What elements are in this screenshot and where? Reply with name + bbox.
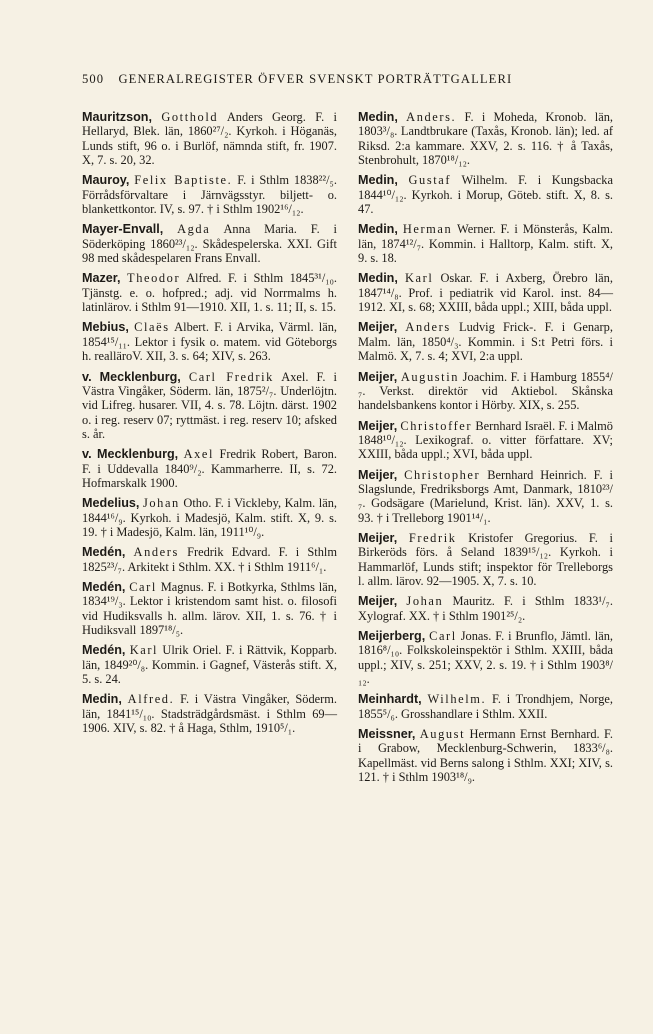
register-entry xyxy=(82,320,337,363)
entry-text: Albert. F. i Arvika, Värml. län, 1854¹⁵/₁₁. Lektor i fysik o. matem. vid Göteborgs h. realläroV. XII, 3. s. 64; XIV, s. 263. xyxy=(82,320,337,364)
entry-surname: Mayer-Envall, xyxy=(82,222,164,237)
page-number: 500 xyxy=(82,72,105,86)
entry-given-name: Axel xyxy=(183,447,215,462)
entry-given-name: Johan xyxy=(406,594,444,609)
entry-text: Magnus. F. i Botkyrka, Sthlms län, 1834¹⁹/₃. Lektor i kristendom samt hist. o. filosofi vid Hudiksvalls h. allm. lärov. XII, 1. s. 76. † i Hudiksvall 1897¹⁸/₅. xyxy=(82,579,337,637)
entry-text: Mauritz. F. i Sthlm 1833¹/₇. Xylograf. XX. † i Sthlm 1901²⁵/₂. xyxy=(358,594,613,623)
entry-surname: Meijerberg, xyxy=(358,629,426,643)
register-entry xyxy=(82,580,337,637)
entry-text: Anders Georg. F. i Hellaryd, Blek. län, 1860²⁷/₂. Kyrkoh. i Höganäs, Lunds stift, 96 o. i Burlöf, nämnda stift, fr. 1907. X, 7. s. 20, 32. xyxy=(82,110,337,168)
entry-given-name: Fredrik xyxy=(408,530,457,545)
entry-given-name: Carl xyxy=(429,629,457,643)
entry-text: Fredrik Robert, Baron. F. i Uddevalla 1840⁹/₂. Kammarherre. II, s. 72. Hofmarskalk 1900. xyxy=(82,447,337,490)
entry-text: Oskar. F. i Axberg, Örebro län, 1847¹⁴/₈. Prof. i pediatrik vid Karol. inst. 84—1912. XI, s. 68; XXIII, båda uppl.; XIII, båda uppl. xyxy=(358,271,613,315)
register-entry xyxy=(82,692,337,735)
entry-text: Bernhard Israël. F. i Malmö 1848¹⁰/₁₂. Lexikograf. o. vitter författare. XV; XXIII, båda uppl.; XVI, båda uppl. xyxy=(358,418,613,462)
entry-given-name: Agda xyxy=(177,222,211,237)
entry-text: F. i Trondhjem, Norge, 1855⁵/₆. Grosshandlare i Sthlm. XXII. xyxy=(358,692,613,721)
entry-text: Ulrik Oriel. F. i Rättvik, Kopparb. län, 1849²⁰/₈. Kommin. i Gagnef, Västerås stift. X, 5. s. 24. xyxy=(82,643,338,687)
entry-text: Joachim. F. i Hamburg 1855⁴/₇. Verkst. direktör vid Aktiebol. Skånska handelsbankens kontor i Hörby. XIX, s. 255. xyxy=(358,369,613,413)
register-entry xyxy=(82,447,337,490)
entry-surname: Medelius, xyxy=(82,496,140,511)
entry-surname: Mecklenburg, xyxy=(96,447,179,462)
register-entry xyxy=(82,370,337,442)
entry-text: Kristofer Gregorius. F. i Birkeröds förs. å Seland 1839¹⁵/₁₂. Kyrkoh. i Hammarlöf, Lunds stift; inspektor för Trelleborgs l. allm. lärov. 92—1905. X, 7. s. 10. xyxy=(358,530,613,588)
entry-text: Anna Maria. F. i Söderköping 1860²³/₁₂. Skådespelerska. XXI. Gift 98 med skådespelaren Frans Envall. xyxy=(82,222,337,266)
entry-surname: Meijer, xyxy=(358,530,398,545)
entry-surname: Meijer, xyxy=(358,467,398,482)
entry-surname: Medén, xyxy=(82,579,126,594)
register-entry xyxy=(82,496,337,539)
register-entry xyxy=(358,692,613,721)
entry-given-name: Christopher xyxy=(404,467,481,482)
entry-text: Ludvig Frick-. F. i Genarp, Malm. län, 1850⁴/₃. Kommin. i S:t Petri förs. i Malmö. X, 7. s. 4; XVI, 2:a uppl. xyxy=(358,320,613,364)
entry-given-name: Gotthold xyxy=(161,110,219,124)
entry-text: F. i Moheda, Kronob. län, 1803³/₈. Landtbrukare (Taxås, Kronob. län); led. af Riksd. 2:a kammare. XXV, 2. s. 116. † å Taxås, Stenbrohult, 1870¹⁸/₁₂. xyxy=(358,110,613,168)
entry-surname: Meijer, xyxy=(358,320,398,335)
right-column xyxy=(358,110,613,790)
register-entry xyxy=(358,531,613,588)
entry-given-name: Karl xyxy=(404,271,434,286)
entry-surname: Mauroy, xyxy=(82,173,130,188)
entry-text: F. i Sthlm 1838²²/₅. Förrådsförvaltare i Järnvägsstyr. biljett- o. blankettkontor. IV, s. 97. † i Sthlm 1902¹⁶/₁₂. xyxy=(82,173,337,217)
entry-prefix: v. xyxy=(82,447,92,462)
entry-surname: Meijer, xyxy=(358,418,398,433)
entry-given-name: Theodor xyxy=(127,271,181,286)
entry-text: Jonas. F. i Brunflo, Jämtl. län, 1816⁸/₁₀. Folkskoleinspektör i Sthlm. XXIII, båda uppl.; XIV, s. 251; XXV, 2. s. 19. † i Sthlm 1903⁸/₁₂. xyxy=(358,629,613,687)
register-entry xyxy=(82,173,337,216)
register-entry xyxy=(358,173,613,216)
entry-surname: Meissner, xyxy=(358,727,416,742)
entry-given-name: Karl xyxy=(129,643,159,658)
entry-surname: Medin, xyxy=(82,692,122,707)
entry-given-name: August xyxy=(419,727,466,742)
entry-text: Otho. F. i Vickleby, Kalm. län, 1844¹⁶/₉. Kyrkoh. i Madesjö, Kalm. stift. X, 9. s. 19. † i Madesjö, Kalm. län, 1911¹⁰/₉. xyxy=(82,496,337,539)
register-entry xyxy=(358,727,613,784)
entry-text: Werner. F. i Mönsterås, Kalm. län, 1874¹²/₇. Kommin. i Halltorp, Kalm. stift. X, 9. s. 18. xyxy=(358,222,613,266)
register-entry xyxy=(358,419,613,462)
register-entry xyxy=(358,271,613,314)
register-entry xyxy=(358,629,613,686)
register-entry xyxy=(358,594,613,623)
register-entry xyxy=(358,370,613,413)
entry-surname: Meinhardt, xyxy=(358,692,422,707)
entry-prefix: v. xyxy=(82,369,92,384)
register-entry xyxy=(82,222,337,265)
register-entry xyxy=(82,643,337,686)
entry-surname: Medén, xyxy=(82,643,126,658)
entry-surname: Medén, xyxy=(82,545,126,560)
entry-surname: Medin, xyxy=(358,222,398,237)
entry-given-name: Anders xyxy=(405,320,451,335)
entry-given-name: Carl Fredrik xyxy=(188,369,274,384)
entry-surname: Mazer, xyxy=(82,271,121,286)
entry-surname: Mauritzson, xyxy=(82,110,152,124)
entry-given-name: Anders xyxy=(133,545,179,560)
entry-text: Hermann Ernst Bernhard. F. i Grabow, Mecklenburg-Schwerin, 1833⁶/₈. Kapellmäst. vid Berns salong i Sthlm. XXI; XIV, s. 121. † i Sthlm 1903¹⁸/₉. xyxy=(358,727,613,785)
entry-given-name: Claës xyxy=(134,320,170,335)
register-entry xyxy=(82,545,337,574)
entry-surname: Mebius, xyxy=(82,320,129,335)
entry-given-name: Carl xyxy=(129,579,157,594)
entry-surname: Medin, xyxy=(358,110,398,124)
entry-given-name: Gustaf xyxy=(408,173,452,188)
register-entry xyxy=(358,468,613,525)
entry-text: Wilhelm. F. i Kungsbacka 1844¹⁰/₁₂. Kyrkoh. i Morup, Göteb. stift. X, 8. s. 47. xyxy=(358,173,613,217)
entry-given-name: Anders. xyxy=(406,110,457,124)
register-entry xyxy=(82,271,337,314)
entry-given-name: Felix Baptiste. xyxy=(134,173,233,188)
entry-surname: Medin, xyxy=(358,173,398,188)
entry-text: Fredrik Edvard. F. i Sthlm 1825²³/₇. Arkitekt i Sthlm. XX. † i Sthlm 1911⁶/₁. xyxy=(82,545,337,574)
register-entry xyxy=(358,222,613,265)
entry-given-name: Johan xyxy=(142,496,180,511)
entry-text: Alfred. F. i Sthlm 1845³¹/₁₀. Tjänstg. e. o. hofpred.; adj. vid Norrmalms h. latinlärov. i Sthlm 91—1910. XII, 1. s. 11; II, s. 15. xyxy=(82,271,337,315)
entry-given-name: Alfred. xyxy=(127,692,175,707)
entry-surname: Mecklenburg, xyxy=(99,369,181,384)
entry-text: Axel. F. i Västra Vingåker, Söderm. län, 1875²/₇. Underlöjtn. vid Lifreg. husarer. VII, 4. s. 78. Löjtn. därst. 1902 o. i reg. reserv 07; ryttmäst. i reg. reserv 10; afsked s. år. xyxy=(82,369,337,441)
running-title: GENERALREGISTER ÖFVER SVENSKT PORTRÄTTGALLERI xyxy=(118,72,513,86)
register-entry xyxy=(82,110,337,167)
entry-surname: Meijer, xyxy=(358,369,398,384)
entry-given-name: Augustin xyxy=(400,369,460,384)
left-column xyxy=(82,110,337,741)
entry-surname: Meijer, xyxy=(358,594,398,609)
entry-text: F. i Västra Vingåker, Söderm. län, 1841¹⁵/₁₀. Stadsträdgårdsmäst. i Sthlm 69—1906. XIV, s. 82. † å Haga, Sthlm, 1910⁵/₁. xyxy=(82,692,337,736)
entry-text: Bernhard Heinrich. F. i Slagslunde, Fredriksborgs Amt, Danmark, 1810²³/₇. Godsägare (Marielund, Krist. län). XXV, 1. s. 93. † i Trelleborg 1901¹⁴/₁. xyxy=(358,467,613,525)
entry-given-name: Herman xyxy=(402,222,453,237)
entry-given-name: Wilhelm. xyxy=(427,692,487,707)
page-header xyxy=(82,72,622,87)
entry-surname: Medin, xyxy=(358,271,398,286)
entry-given-name: Christoffer xyxy=(400,418,473,433)
register-entry xyxy=(358,320,613,363)
register-entry xyxy=(358,110,613,167)
